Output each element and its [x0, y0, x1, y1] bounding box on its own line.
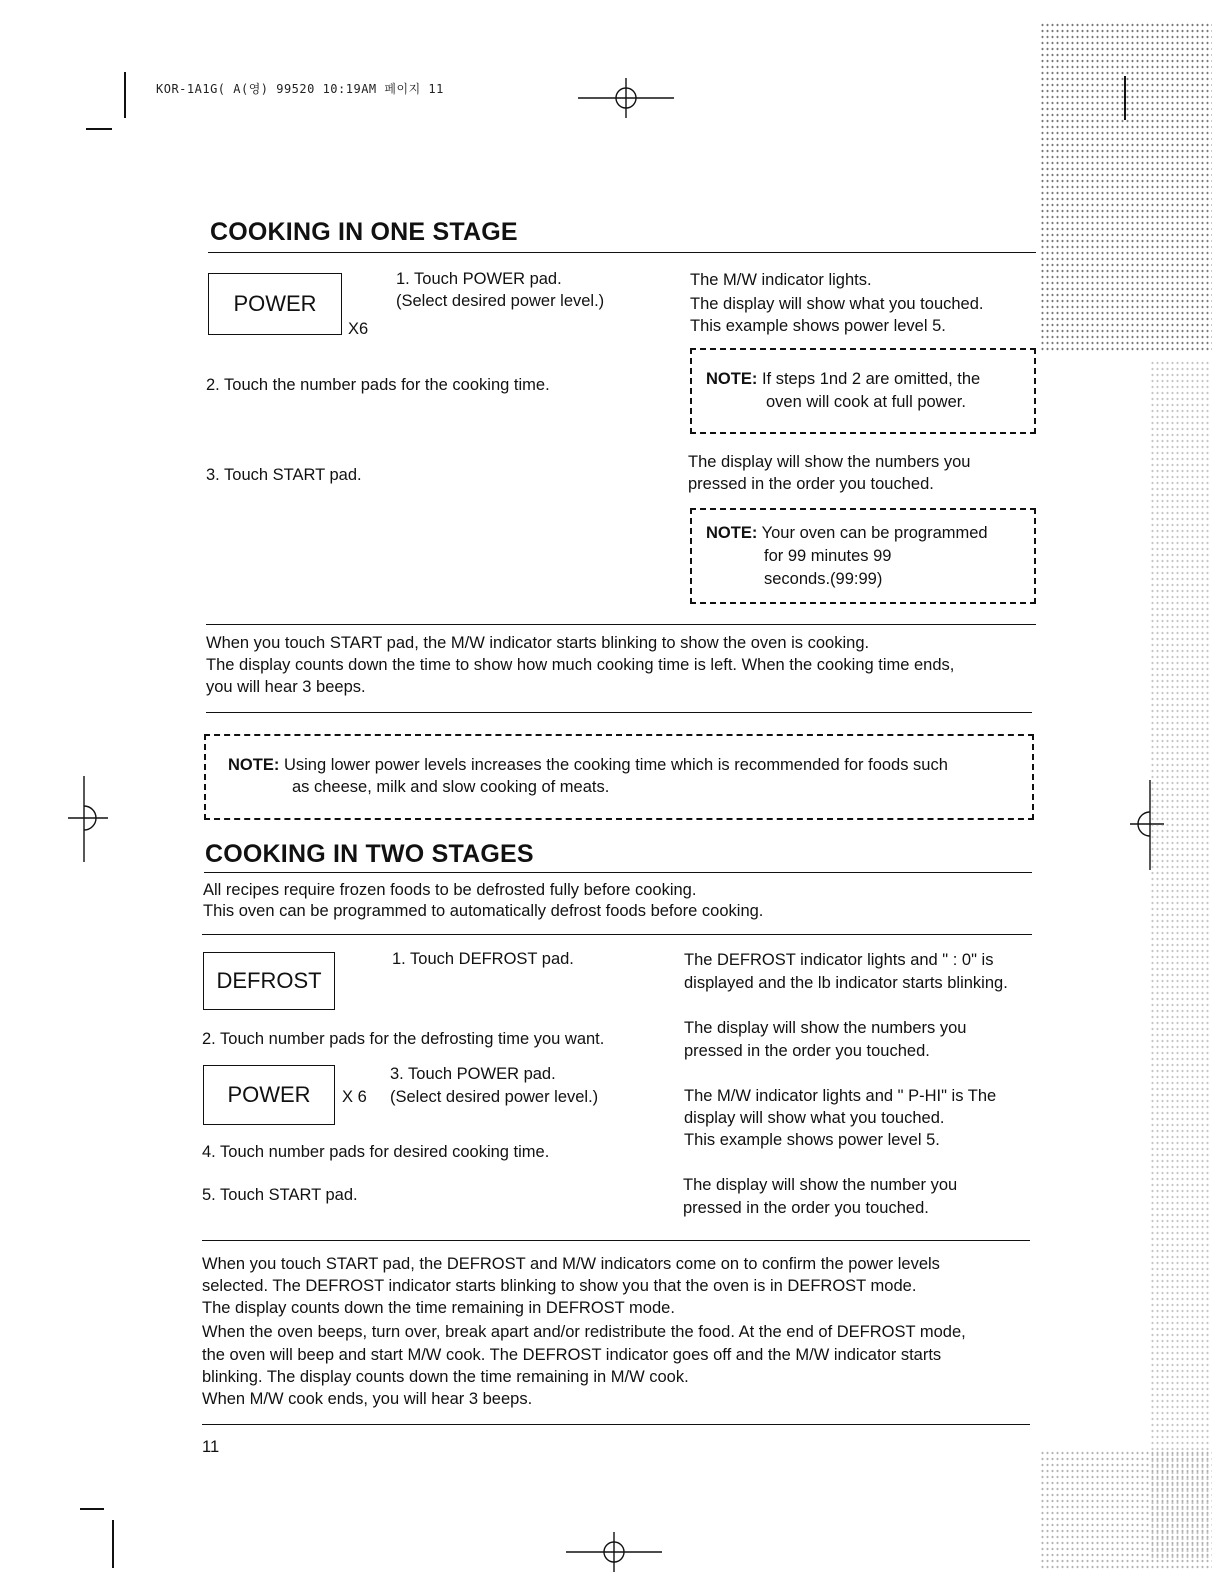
- note-line-3: seconds.(99:99): [764, 570, 883, 588]
- section-2-intro-a: All recipes require frozen foods to be defrosted fully before cooking.: [203, 881, 697, 899]
- step-5-description-b: pressed in the order you touched.: [683, 1199, 929, 1217]
- note-text: Your oven can be programmed: [761, 524, 988, 542]
- note-text: Using lower power levels increases the cooking time which is recommended for foods such: [283, 756, 948, 774]
- note-text: If steps 1nd 2 are omitted, the: [761, 370, 981, 388]
- scan-noise-top-right: [1040, 22, 1212, 352]
- step-2-description-a: The display will show the numbers you: [684, 1019, 967, 1037]
- step-1-text: 1. Touch POWER pad.: [396, 270, 562, 288]
- section-1-divider: [206, 624, 1036, 625]
- section-title-one-stage: COOKING IN ONE STAGE: [210, 218, 518, 246]
- note-line-2: oven will cook at full power.: [766, 393, 966, 411]
- registration-mark-top: [578, 76, 674, 120]
- section-2-summary-f: blinking. The display counts down the time remaining in M/W cook.: [202, 1368, 689, 1386]
- step-2-text: 2. Touch number pads for the defrosting time you want.: [202, 1030, 605, 1048]
- section-1-summary-b: The display counts down the time to show how much cooking time is left. When the cooking time ends,: [206, 656, 955, 674]
- section-2-summary-d: When the oven beeps, turn over, break apart and/or redistribute the food. At the end of DEFROST mode,: [202, 1323, 966, 1341]
- power-pad: POWER: [208, 273, 342, 335]
- defrost-pad: DEFROST: [203, 952, 335, 1010]
- crop-mark-bottom-left-horizontal: [80, 1508, 104, 1510]
- step-2-description-b: pressed in the order you touched.: [684, 1042, 930, 1060]
- print-info-header: KOR-1A1G( A(영) 99520 10:19AM 페이지 11: [156, 82, 444, 96]
- registration-mark-bottom: [566, 1530, 662, 1574]
- section-2-intro-rule: [202, 934, 1032, 935]
- note-line-1: [706, 522, 988, 544]
- step-1-description-a: The M/W indicator lights.: [690, 271, 872, 289]
- note-line-1: [228, 754, 948, 776]
- step-1-subtext: (Select desired power level.): [396, 292, 605, 310]
- note-line-2: as cheese, milk and slow cooking of meats.: [292, 778, 610, 796]
- section-1-summary-a: When you touch START pad, the M/W indicator starts blinking to show the oven is cooking.: [206, 634, 870, 652]
- section-2-divider: [202, 1240, 1030, 1241]
- section-2-bottom-rule: [202, 1424, 1030, 1425]
- note-label: NOTE:: [228, 756, 280, 774]
- section-2-summary-g: When M/W cook ends, you will hear 3 beeps.: [202, 1390, 533, 1408]
- power-pad: POWER: [203, 1065, 335, 1125]
- step-3-text: 3. Touch POWER pad.: [390, 1065, 556, 1083]
- step-5-text: 5. Touch START pad.: [202, 1186, 358, 1204]
- step-1-description-b: displayed and the lb indicator starts blinking.: [684, 974, 1008, 992]
- crop-mark-top-left-vertical: [124, 72, 126, 118]
- power-multiplier: X6: [348, 320, 369, 338]
- section-title-two-stages: COOKING IN TWO STAGES: [205, 840, 534, 868]
- step-3-description-a: The M/W indicator lights and " P-HI" is The: [684, 1087, 997, 1105]
- section-title-rule: [208, 252, 1036, 253]
- step-1-text: 1. Touch DEFROST pad.: [392, 950, 574, 968]
- section-1-summary-c: you will hear 3 beeps.: [206, 678, 366, 696]
- section-2-summary-e: the oven will beep and start M/W cook. The DEFROST indicator goes off and the M/W indicator starts: [202, 1346, 942, 1364]
- step-2-text: 2. Touch the number pads for the cooking time.: [206, 376, 550, 394]
- note-box-programming-limit: [690, 508, 1036, 604]
- crop-mark-bottom-left-vertical: [112, 1520, 114, 1568]
- note-box-lower-power: [204, 734, 1034, 820]
- section-1-bottom-rule: [206, 712, 1032, 713]
- step-4-text: 4. Touch number pads for desired cooking time.: [202, 1143, 550, 1161]
- section-2-summary-b: selected. The DEFROST indicator starts blinking to show you that the oven is in DEFROST mode.: [202, 1277, 917, 1295]
- section-2-intro-b: This oven can be programmed to automatically defrost foods before cooking.: [203, 902, 764, 920]
- step-1-description-c: This example shows power level 5.: [690, 317, 946, 335]
- step-1-description-b: The display will show what you touched.: [690, 295, 984, 313]
- section-2-summary-c: The display counts down the time remaining in DEFROST mode.: [202, 1299, 675, 1317]
- note-line-2: for 99 minutes 99: [764, 547, 892, 565]
- note-label: NOTE:: [706, 524, 758, 542]
- step-3-description-b: display will show what you touched.: [684, 1109, 945, 1127]
- note-label: NOTE:: [706, 370, 758, 388]
- scan-noise-bottom-right: [1040, 1450, 1212, 1570]
- step-3-subtext: (Select desired power level.): [390, 1088, 599, 1106]
- step-3-description-b: pressed in the order you touched.: [688, 475, 934, 493]
- step-3-text: 3. Touch START pad.: [206, 466, 362, 484]
- crop-mark-top-left-horizontal: [86, 128, 112, 130]
- note-line-1: [706, 368, 980, 390]
- power-multiplier: X 6: [342, 1088, 367, 1106]
- section-2-title-rule: [204, 872, 1032, 873]
- registration-mark-left: [68, 776, 108, 862]
- step-5-description-a: The display will show the number you: [683, 1176, 958, 1194]
- step-1-description-a: The DEFROST indicator lights and " : 0" is: [684, 951, 994, 969]
- scan-noise-right-edge: [1150, 360, 1210, 1560]
- note-box-steps-omitted: [690, 348, 1036, 434]
- step-3-description-c: This example shows power level 5.: [684, 1131, 940, 1149]
- page-number: 11: [202, 1438, 220, 1456]
- section-2-summary-a: When you touch START pad, the DEFROST and M/W indicators come on to confirm the power levels: [202, 1255, 940, 1273]
- step-3-description-a: The display will show the numbers you: [688, 453, 971, 471]
